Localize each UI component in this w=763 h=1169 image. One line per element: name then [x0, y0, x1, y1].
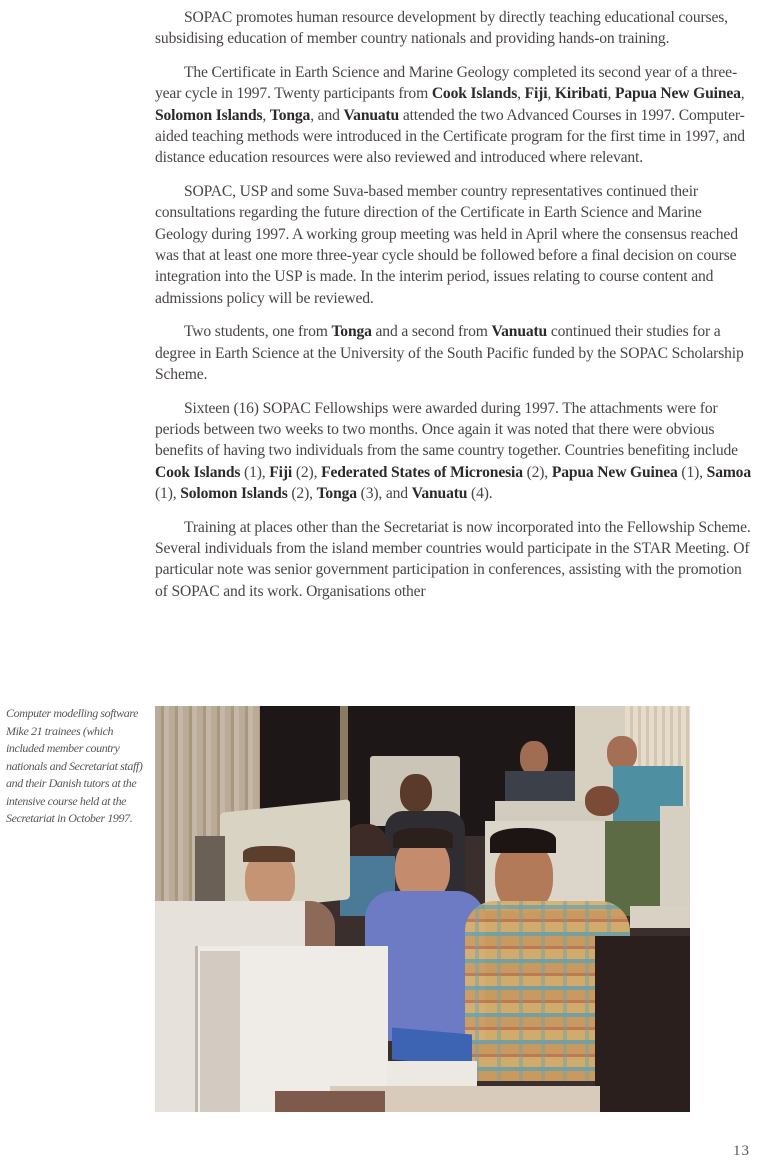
country-name: Federated States of Micronesia	[321, 463, 523, 481]
country-name: Tonga	[316, 485, 357, 503]
country-name: Fiji	[524, 85, 548, 103]
country-name: Tonga	[331, 323, 372, 341]
body-paragraph	[155, 62, 753, 169]
text-segment: Sixteen (16) SOPAC Fellowships were awarded during 1997. The attachments were for periods between two weeks to two months. Once again it was noted that there were obvious benefits of having two individuals from the same country together. Countries benefiting include	[155, 399, 738, 460]
country-name: Vanuatu	[411, 485, 468, 503]
text-segment: ,	[607, 85, 615, 103]
text-segment: Two students, one from	[184, 323, 332, 341]
text-segment: (4).	[467, 485, 493, 503]
text-segment: ,	[740, 85, 745, 103]
country-name: Samoa	[706, 463, 751, 481]
country-name: Tonga	[269, 106, 311, 124]
text-segment: (2),	[522, 463, 552, 481]
text-segment: (1),	[240, 463, 270, 481]
text-segment: , and	[310, 106, 344, 124]
text-segment: (1),	[155, 485, 181, 503]
text-segment: (1),	[677, 463, 707, 481]
text-segment: and a second from	[371, 323, 492, 341]
country-name: Papua New Guinea	[614, 85, 741, 103]
figure-caption: Computer modelling software Mike 21 trainees (which included member country nationals and Secretariat staff) and their Danish tutors at the intensive course held at the Secretariat in October 1997.	[6, 706, 143, 825]
text-segment: (2),	[287, 485, 317, 503]
text-segment: continued their studies for a degree in Earth Science at the University of the South Pacific funded by the SOPAC Scholarship Scheme.	[155, 323, 744, 384]
text-segment: attended the two Advanced Courses in 1997. Computer-aided teaching methods were introduced in the Certificate program for the first time in 1997, and distance education resources were also reviewed and introduced where relevant.	[155, 106, 745, 167]
country-name: Cook Islands	[431, 85, 518, 103]
text-segment: (3), and	[356, 485, 412, 503]
training-photo	[155, 706, 690, 1112]
text-segment: ,	[547, 85, 555, 103]
body-paragraph	[155, 398, 753, 505]
page-number: 13	[733, 1143, 750, 1159]
text-segment: The Certificate in Earth Science and Marine Geology completed its second year of a three-year cycle in 1997. Twenty participants from	[155, 63, 737, 103]
country-name: Papua New Guinea	[551, 463, 678, 481]
text-segment: Training at places other than the Secretariat is now incorporated into the Fellowship Scheme. Several individuals from the island member countries would participate in the STAR Meeting. Of particular note was senior government participation in conferences, assisting with the promotion of SOPAC and its work. Organisations other	[155, 518, 751, 600]
text-segment: SOPAC, USP and some Suva-based member country representatives continued their consultations regarding the future direction of the Certificate in Earth Science and Marine Geology during 1997. A working group meeting was held in April where the consensus reached was that at least one more three-year cycle should be followed before a final decision on course integration into the USP is made. In the interim period, issues relating to course content and admissions policy will be reviewed.	[155, 182, 738, 307]
country-name: Kiribati	[554, 85, 608, 103]
body-paragraph	[155, 181, 753, 309]
country-name: Vanuatu	[491, 323, 548, 341]
country-name: Solomon Islands	[155, 106, 263, 124]
text-segment: (2),	[292, 463, 322, 481]
country-name: Fiji	[269, 463, 293, 481]
country-name: Solomon Islands	[180, 485, 288, 503]
body-paragraph	[155, 321, 753, 385]
country-name: Cook Islands	[155, 463, 241, 481]
text-segment: ,	[517, 85, 525, 103]
text-segment: SOPAC promotes human resource development by directly teaching educational courses, subsidising education of member country nationals and providing hands-on training.	[155, 9, 728, 48]
body-paragraph	[155, 7, 753, 50]
body-paragraph	[155, 517, 753, 603]
text-segment: ,	[262, 106, 270, 124]
country-name: Vanuatu	[343, 106, 400, 124]
body-text-column	[155, 7, 753, 614]
